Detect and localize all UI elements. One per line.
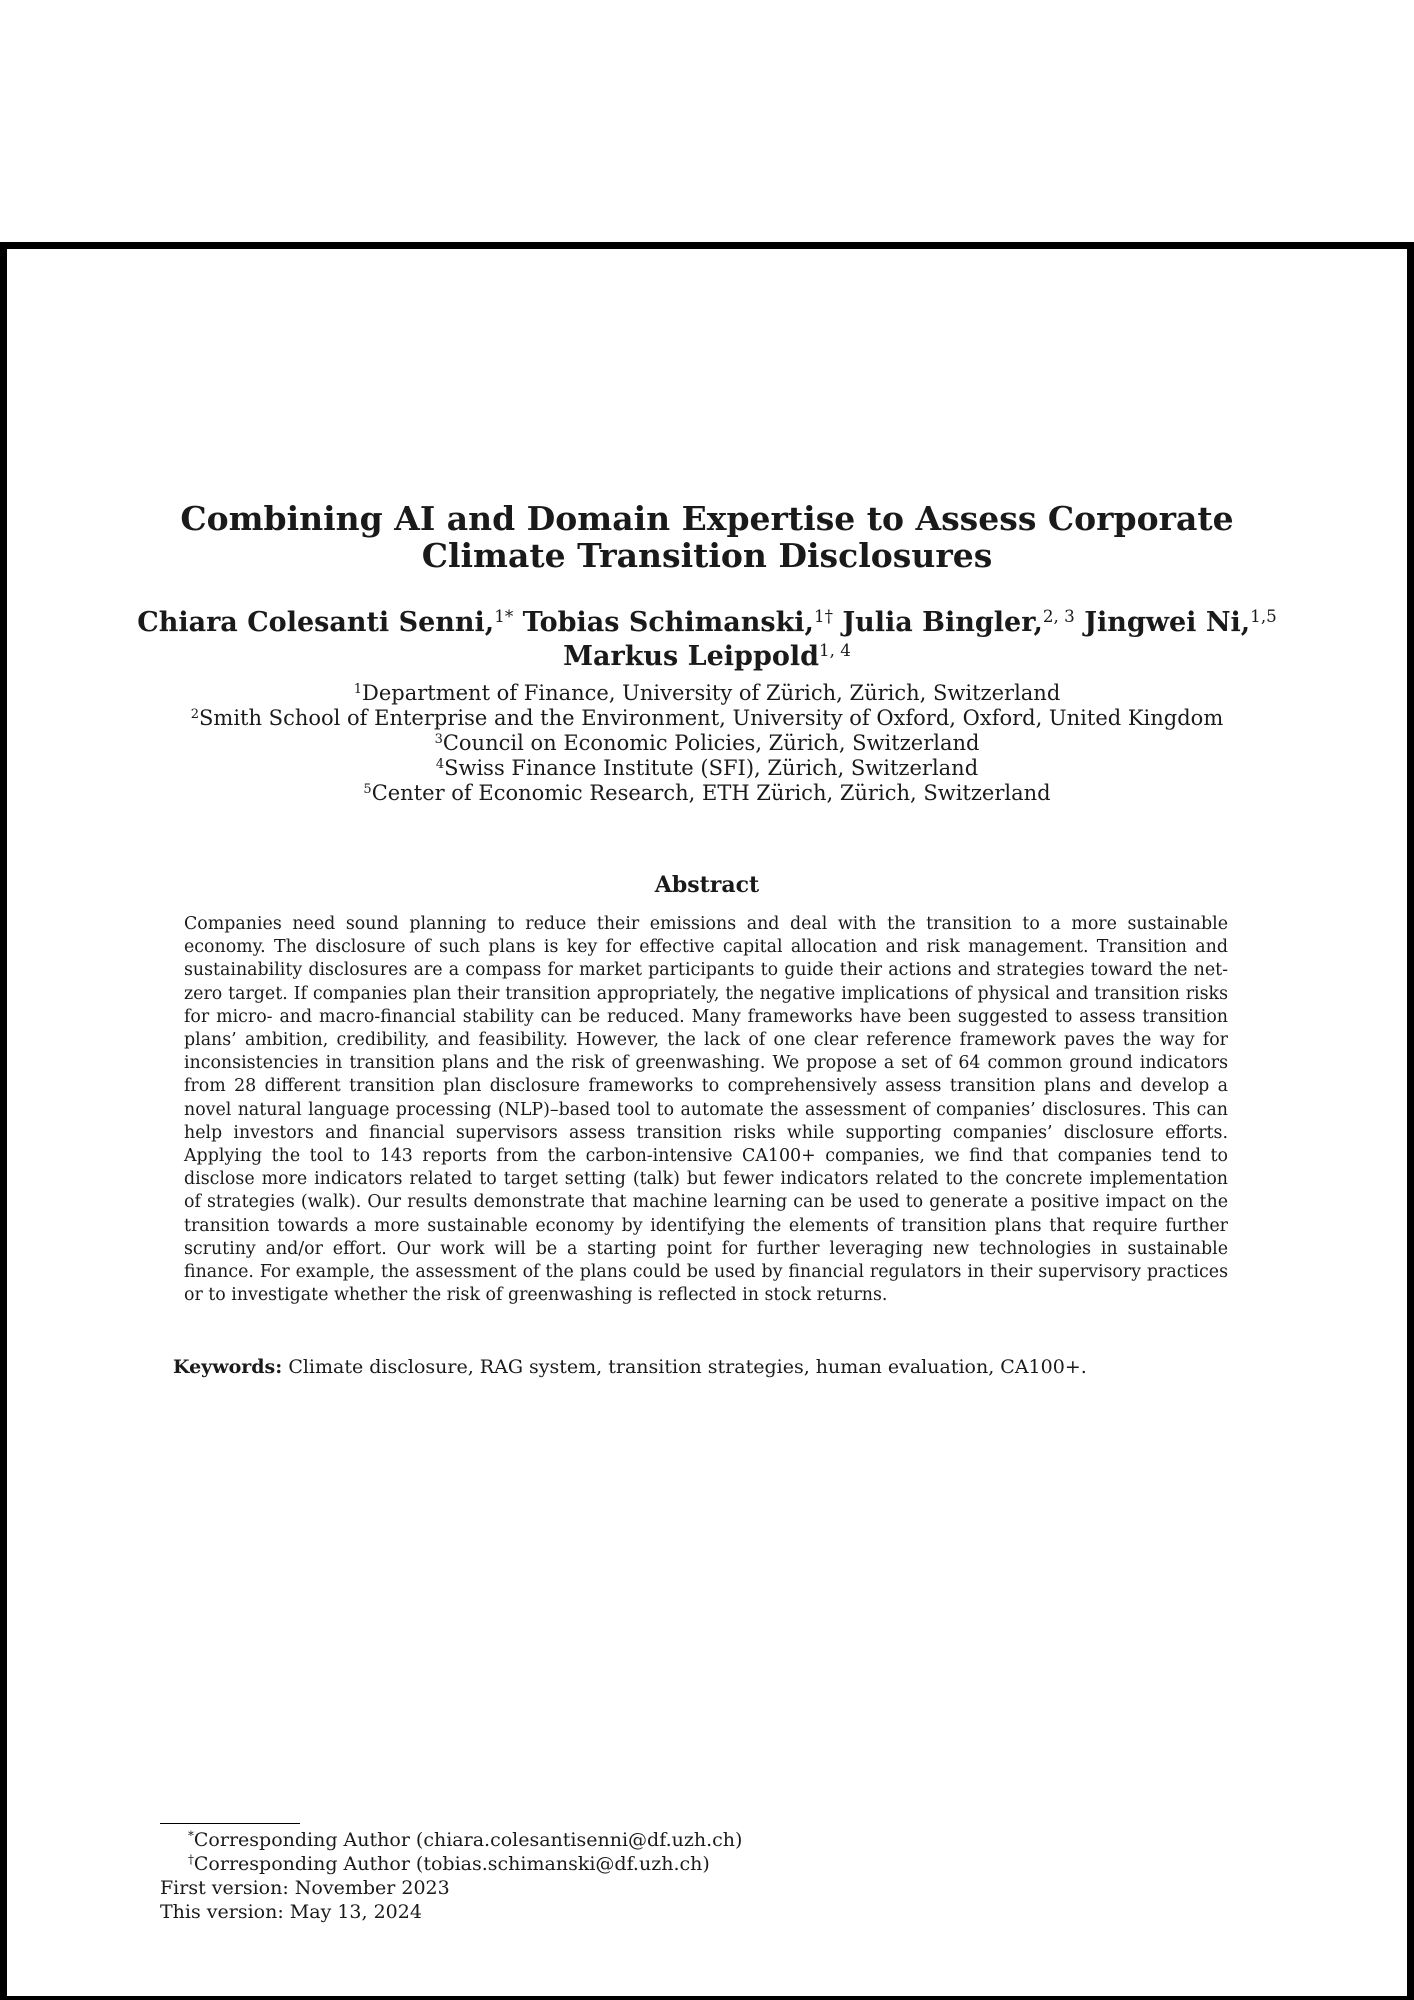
affiliation: $^5$Center of Economic Research, ETH Zürich, Zürich, Switzerland	[363, 781, 1051, 805]
keywords-label: Keywords:	[173, 1356, 283, 1378]
affiliation: $^2$Smith School of Enterprise and the Environment, University of Oxford, Oxford, United Kingdom	[190, 706, 1224, 730]
this-version: This version: May 13, 2024	[160, 1901, 422, 1923]
author-affiliation-mark: 1,5	[1250, 605, 1277, 626]
author-line-2	[0, 640, 1414, 674]
abstract-body: Companies need sound planning to reduce their emissions and deal with the transition to a more sustainable economy. The disclosure of such plans is key for effective capital allocation and risk management. Transition and sustainability disclosures are a compass for market participants to guide their actions and strategies toward the net-zero target. If companies plan their transition appropriately, the negative implications of physical and transition risks for micro- and macro-financial stability can be reduced. Many frameworks have been suggested to assess transition plans’ ambition, credibility, and feasibility. However, the lack of one clear reference framework paves the way for inconsistencies in transition plans and the risk of greenwashing. We propose a set of 64 common ground indicators from 28 different transition plan disclosure frameworks to comprehensively assess transition plans and develop a novel natural language processing (NLP)–based tool to automate the assessment of companies’ disclosures. This can help investors and financial supervisors assess transition risks while supporting companies’ disclosure efforts. Applying the tool to 143 reports from the carbon-intensive CA100+ companies, we find that companies tend to disclose more indicators related to target setting (talk) but fewer indicators related to the concrete implementation of strategies (walk). Our results demonstrate that machine learning can be used to generate a positive impact on the transition towards a more sustainable economy by identifying the elements of transition plans that require further scrutiny and/or effort. Our work will be a starting point for further leveraging new technologies in sustainable finance. For example, the assessment of the plans could be used by financial regulators in their supervisory practices or to investigate whether the risk of greenwashing is reflected in stock returns.	[184, 914, 1228, 1306]
affiliation: $^3$Council on Economic Policies, Zürich, Switzerland	[434, 731, 980, 755]
first-version: First version: November 2023	[160, 1877, 450, 1899]
keywords-text: Climate disclosure, RAG system, transition strategies, human evaluation, CA100+.	[288, 1356, 1087, 1378]
footnote-rule	[160, 1823, 300, 1824]
author-affiliation-mark: 1†	[813, 605, 833, 626]
affiliation: $^1$Department of Finance, University of Zürich, Zürich, Switzerland	[353, 681, 1061, 705]
affiliation-list	[0, 681, 1414, 806]
author-name: Markus Leippold	[563, 641, 819, 672]
affiliation: $^4$Swiss Finance Institute (SFI), Zürich, Switzerland	[435, 756, 979, 780]
footnote: †Corresponding Author (tobias.schimanski@df.uzh.ch)	[188, 1852, 710, 1875]
footnotes	[160, 1828, 742, 1924]
footnote: *Corresponding Author (chiara.colesantisenni@df.uzh.ch)	[188, 1828, 743, 1851]
author-line-1	[0, 606, 1414, 640]
keywords	[173, 1356, 1233, 1378]
author-affiliation-mark: 2, 3	[1042, 605, 1075, 626]
author-affiliation-mark: 1, 4	[818, 639, 851, 660]
author-name: Tobias Schimanski,	[522, 607, 814, 638]
author-list	[0, 606, 1414, 674]
author-name: Jingwei Ni,	[1084, 607, 1251, 638]
author-name: Chiara Colesanti Senni,	[137, 607, 495, 638]
abstract-heading: Abstract	[654, 872, 760, 898]
author-affiliation-mark: 1*	[494, 605, 514, 626]
author-name: Julia Bingler,	[842, 607, 1043, 638]
paper-title	[0, 500, 1414, 574]
title-line-1: Combining AI and Domain Expertise to Assess Corporate	[180, 499, 1234, 538]
title-line-2: Climate Transition Disclosures	[421, 536, 993, 575]
